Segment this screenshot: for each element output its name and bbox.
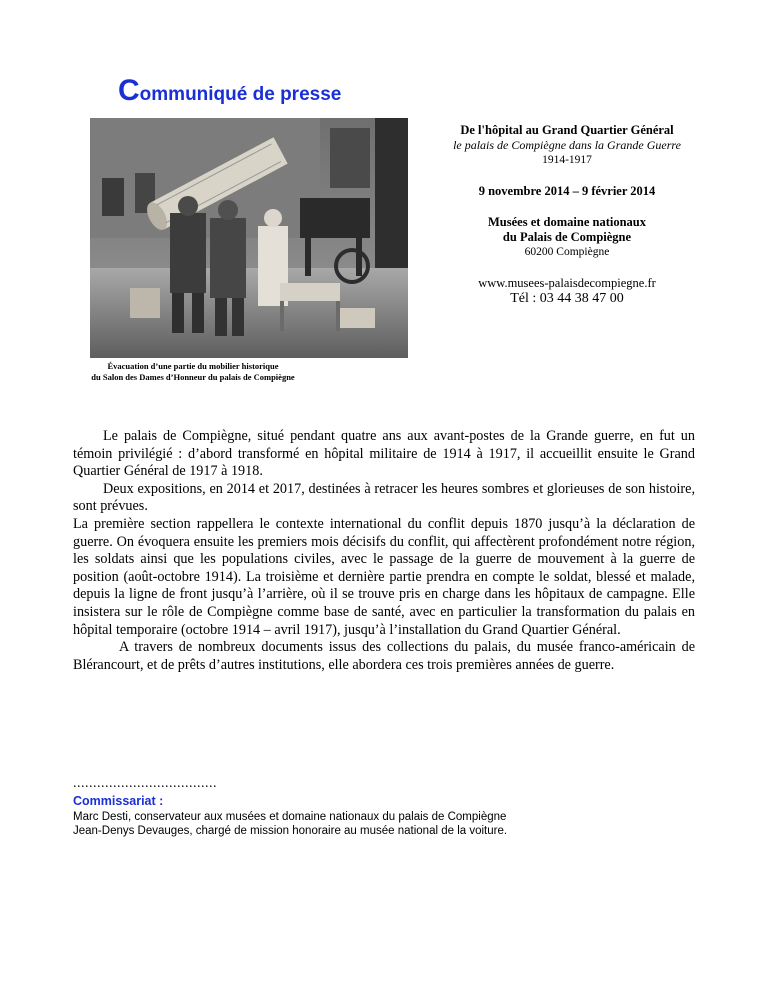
caption-line: du Salon des Dames d’Honneur du palais de Compiègne [91,372,295,382]
exhibition-title: De l'hôpital au Grand Quartier Général [460,123,674,137]
exhibition-subtitle: le palais de Compiègne dans la Grande Guerre [453,138,681,152]
venue-city: 60200 Compiègne [524,246,610,258]
body-paragraph: La première section rappellera le contexte international du conflit depuis 1870 jusqu’à la déclaration de guerre. On évoquera ensuite les premiers mois décisifs du conflit, qui affectèrent profondément notre région, les soldats ainsi que les populations civiles, avec le passage de la guerre de mouvement à la guerre de position (août-octobre 1914). La troisième et dernière partie prendra en compte le soldat, blessé et malade, depuis la ligne de front jusqu’à l’arrière, où il se trouve pris en charge dans les hôpitaux de campagne. Elle insistera sur le rôle de Compiègne comme base de santé, avec en particulier la transformation du palais en hôpital temporaire (octobre 1914 – avril 1917), jusqu’à l’installation du Grand Quartier Général. [73,515,695,638]
commissariat-heading: Commissariat : [73,794,164,808]
press-release-body [73,428,695,674]
commissaire: Jean-Denys Devauges, chargé de mission honoraire au musée national de la voiture. [73,825,508,837]
photo-caption [73,361,313,383]
title-rest: ommuniqué de presse [139,84,342,105]
website-link[interactable]: www.musees-palaisdecompiegne.fr [478,276,656,290]
historic-photo [90,118,408,358]
phone-number: Tél : 03 44 38 47 00 [510,291,624,306]
commissariat-list [73,810,507,838]
exhibition-dates: 9 novembre 2014 – 9 février 2014 [478,184,656,198]
press-release-title [118,74,341,108]
title-initial: C [118,74,140,107]
exhibition-info [420,123,714,306]
separator-dots: .................................... [73,776,217,791]
exhibition-years: 1914-1917 [542,154,592,166]
commissaire: Marc Desti, conservateur aux musées et domaine nationaux du palais de Compiègne [73,811,507,823]
body-paragraph: Deux expositions, en 2014 et 2017, destinées à retracer les heures sombres et glorieuses de son histoire, sont prévues. [73,480,695,515]
body-paragraph: Le palais de Compiègne, situé pendant quatre ans aux avant-postes de la Grande guerre, en fut un témoin privilégié : d’abord transformé en hôpital militaire de 1914 à 1917, il accueillit ensuite le Grand Quartier Général de 1917 à 1918. [73,428,695,480]
historic-photo-illustration [90,118,408,358]
caption-line: Évacuation d’une partie du mobilier historique [107,361,279,371]
venue-line: Musées et domaine nationaux [488,215,646,229]
body-paragraph: A travers de nombreux documents issus des collections du palais, du musée franco-américain de Blérancourt, et de prêts d’autres institutions, elle abordera ces trois premières années de guerre. [73,639,695,673]
venue-line: du Palais de Compiègne [502,230,632,244]
